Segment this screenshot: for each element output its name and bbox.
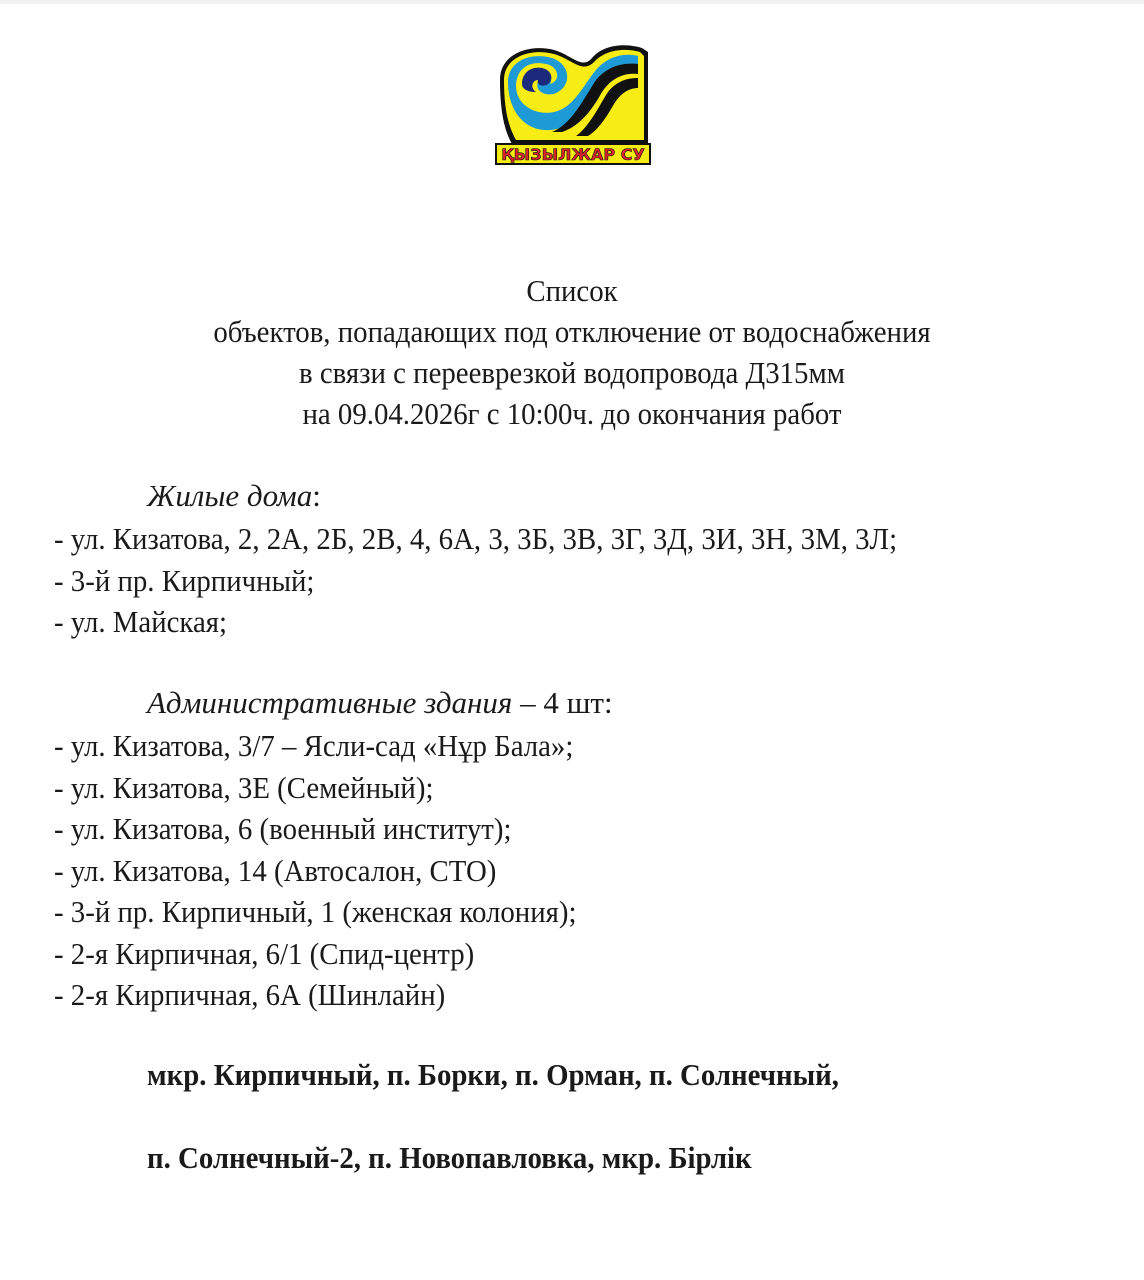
districts-line-2: п. Солнечный-2, п. Новопавловка, мкр. Бірлік (147, 1140, 752, 1175)
list-item: - 2-я Кирпичная, 6/1 (Спид-центр) (54, 935, 475, 971)
list-item: - 3-й пр. Кирпичный, 1 (женская колония); (54, 894, 577, 929)
top-border (0, 0, 1144, 4)
title-line-2: объектов, попадающих под отключение от водоснабжения (213, 314, 931, 349)
title-line-4: на 09.04.2026г с 10:00ч. до окончания работ (302, 396, 842, 431)
list-item: - ул. Кизатова, 3/7 – Ясли-сад «Нұр Бала»; (54, 728, 574, 763)
list-item: - 3-й пр. Кирпичный; (54, 562, 315, 598)
list-item: - ул. Кизатова, 2, 2А, 2Б, 2В, 4, 6А, 3, 3Б, 3В, 3Г, 3Д, 3И, 3Н, 3М, 3Л; (54, 521, 898, 556)
districts-line-1: мкр. Кирпичный, п. Борки, п. Орман, п. Солнечный, (147, 1057, 839, 1092)
title-line-3: в связи с перееврезкой водопровода Д315мм (299, 355, 845, 390)
list-item: - 2-я Кирпичная, 6А (Шинлайн) (54, 977, 446, 1012)
list-item: - ул. Кизатова, 14 (Автосалон, СТО) (54, 852, 497, 888)
document-title (0, 270, 1144, 434)
title-line-1: Список (526, 273, 618, 308)
list-item: - ул. Майская; (54, 604, 228, 639)
administrative-heading: Административные здания – 4 шт: (147, 685, 613, 720)
residential-heading: Жилые дома: (147, 478, 321, 513)
kyzylzhar-su-logo-icon (492, 40, 654, 168)
logo-text: ҚЫЗЫЛЖАР СУ (501, 145, 645, 164)
administrative-list (54, 725, 616, 1016)
residential-list (54, 518, 961, 643)
list-item: - ул. Кизатова, 3Е (Семейный); (54, 769, 434, 805)
list-item: - ул. Кизатова, 6 (военный институт); (54, 811, 512, 846)
